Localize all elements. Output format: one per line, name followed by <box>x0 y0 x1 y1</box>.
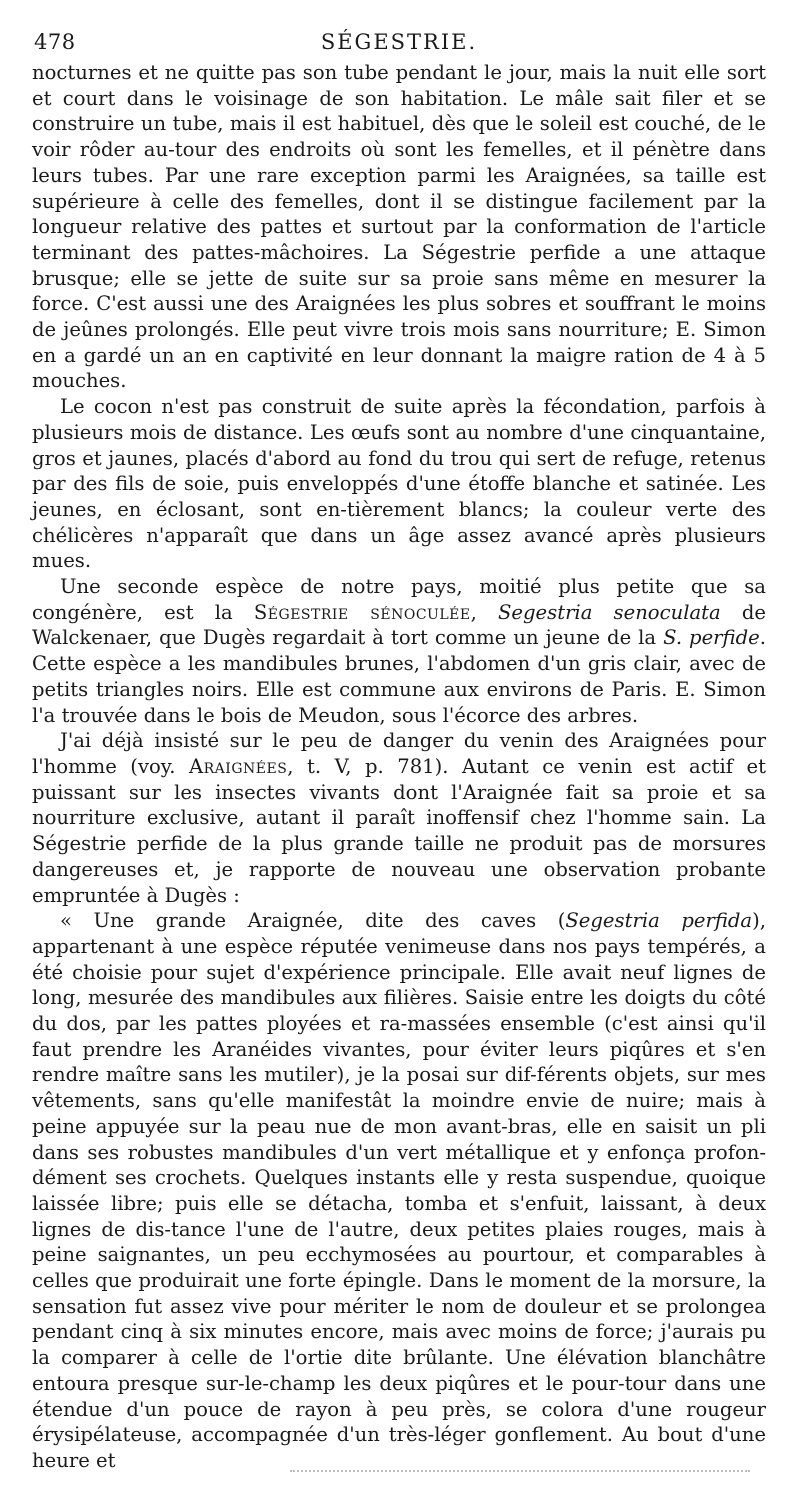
paragraph-continuation: nocturnes et ne quitte pas son tube pendant le jour, mais la nuit elle sort et court dans le voisinage de son habitation. Le mâle sait filer et se construire un tube, mais il est habituel, dès que le soleil est couché, de le voir rôder au-tour des endroits où sont les femelles, et il pénètre dans leurs tubes. Par une rare exception parmi les Araignées, sa taille est supérieure à celle des femelles, dont il se distingue facilement par la longueur relative des pattes et surtout par la conformation de l'article terminant des pattes-mâchoires. La Ségestrie perfide a une attaque brusque; elle se jette de suite sur sa proie sans même en mesurer la force. C'est aussi une des Araignées les plus sobres et souffrant le moins de jeûnes prolongés. Elle peut vivre trois mois sans nourriture; E. Simon en a gardé un an en captivité en leur donnant la maigre ration de 4 à 5 mouches. <box>32 61 766 393</box>
footer-bleed-through-line <box>290 1470 750 1474</box>
page-header <box>32 30 766 58</box>
paragraph-cocon: Le cocon n'est pas construit de suite après la fécondation, parfois à plusieurs mois de distance. Les œufs sont au nombre d'une cinquantaine, gros et jaunes, placés d'abord au fond du trou qui sert de refuge, retenus par des fils de soie, puis enveloppés d'une étoffe blanche et satinée. Les jeunes, en éclosant, sont en-tièrement blancs; la couleur verte des chélicères n'apparaît que dans un âge assez avancé après plusieurs mues. <box>32 395 766 573</box>
paragraph-text-run: . Cette espèce a les mandibules brunes, l'abdomen d'un gris clair, avec de petits triangles noirs. Elle est commune aux environs de Paris. E. Simon l'a trouvée dans le bois de Meudon, sous l'écorce des arbres. <box>32 626 766 727</box>
book-page <box>32 30 766 1474</box>
paragraph-text-run: ), appartenant à une espèce réputée venimeuse dans nos pays tempérés, a été choisie pour sujet d'expérience principale. Elle avait neuf lignes de long, mesurée des mandibules aux filières. Saisie entre les doigts du côté du dos, par les pattes ployées et ra-massées ensemble (c'est ainsi qu'il faut prendre les Aranéides vivantes, pour éviter leurs piqûres et s'en rendre maître sans les mutiler), je la posai sur dif-férents objets, sur mes vêtements, sans qu'elle manifestât la moindre envie de nuire; mais à peine appuyée sur la peau nue de mon avant-bras, elle en saisit un pli dans ses robustes mandibules d'un vert métallique et y enfonça profon-dément ses crochets. Quelques instants elle y resta suspendue, quoique laissée libre; puis elle se détacha, tomba et s'enfuit, laissant, à deux lignes de dis-tance l'une de l'autre, deux petites plaies rouges, mais à peine saignantes, un peu ecchymosées au pourtour, et comparables à celles que produirait une forte épingle. Dans le moment de la morsure, la sensation fut assez vive pour mériter le nom de douleur et se prolongea pendant cinq à six minutes encore, mais avec moins de force; j'aurais pu la comparer à celle de l'ortie dite brûlante. Une élévation blanchâtre entoura presque sur-le-champ les deux piqûres et le pour-tour dans une étendue d'un pouce de rayon à peu près, se colora d'une rougeur érysipélateuse, accompagnée d'un très-léger gonflement. Au bout d'une heure et <box>32 909 766 1472</box>
page-number: 478 <box>34 30 76 54</box>
cross-reference-small-caps: Araignées <box>188 754 288 778</box>
paragraph-venom <box>32 728 766 908</box>
species-latin-name: Segestria perfida <box>565 909 753 933</box>
running-head: SÉGESTRIE. <box>320 30 478 54</box>
species-reference: S. perfide <box>663 626 760 650</box>
paragraph-quotation <box>32 908 766 1473</box>
species-name-small-caps: Ségestrie sénoculée <box>253 600 471 624</box>
paragraph-text-run: , t. V, p. 781). Autant ce venin est actif et puissant sur les insectes vivants dont l'Araignée fait sa proie et sa nourriture exclusive, autant il paraît inoffensif chez l'homme sain. La Ségestrie perfide de la plus grande taille ne produit pas de morsures dangereuses et, je rapporte de nouveau une observation probante empruntée à Dugès : <box>32 754 766 907</box>
paragraph-text-run: Une seconde espèce de notre pays, moitié plus petite que sa congénère, est la <box>32 575 766 624</box>
paragraph-text-run: de Walckenaer, que Dugès regardait à tort comme un jeune de la <box>32 600 766 650</box>
paragraph-text-run: « Une grande Araignée, dite des caves ( <box>60 909 566 933</box>
paragraph-text-run: , <box>470 600 498 624</box>
paragraph-text-run: J'ai déjà insisté sur le peu de danger du venin des Araignées pour l'homme (voy. <box>32 729 766 778</box>
species-latin-name: Segestria senoculata <box>497 600 721 624</box>
paragraph-second-species <box>32 574 766 728</box>
